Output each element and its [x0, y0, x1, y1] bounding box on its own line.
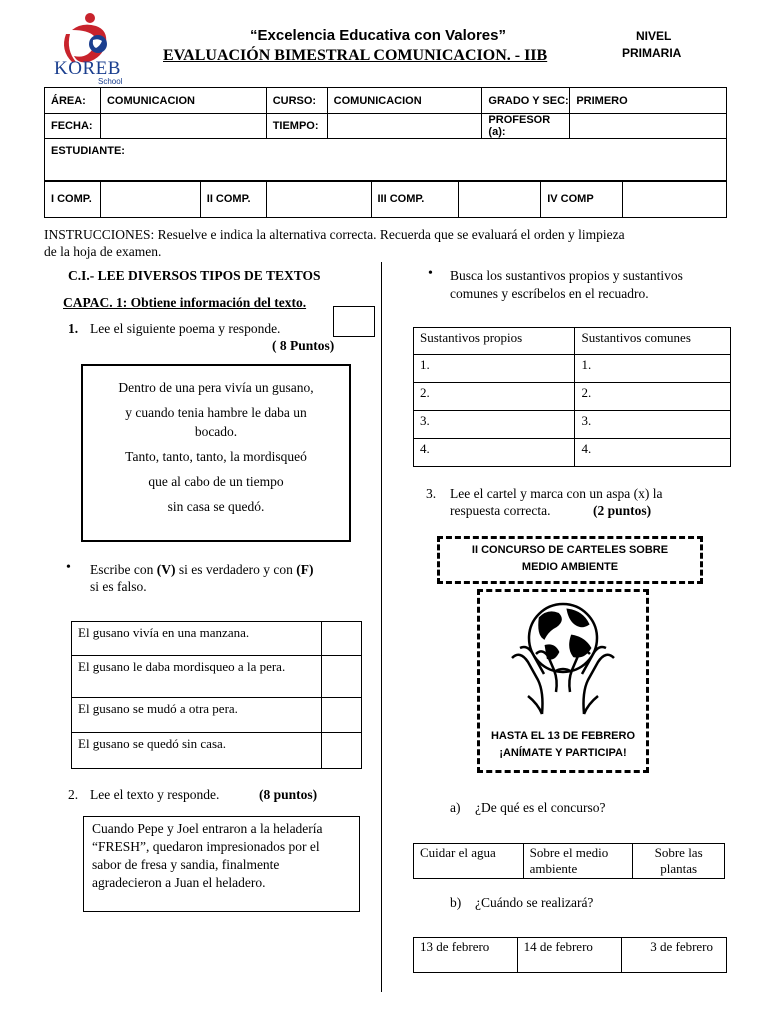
poster-title-line: MEDIO AMBIENTE: [521, 561, 619, 573]
poem-line: bocado.: [194, 424, 238, 439]
qa-options-table: [413, 843, 725, 879]
school-logo: [52, 10, 132, 86]
poster-title-line: II CONCURSO DE CARTELES SOBRE: [471, 544, 669, 556]
section-title: C.I.- LEE DIVERSOS TIPOS DE TEXTOS: [68, 268, 321, 283]
q2-text: Lee el texto y responde.: [90, 787, 220, 802]
q1-number: 1.: [68, 321, 79, 336]
poster-box: [477, 589, 649, 773]
q3-text-1: Lee el cartel y marca con un aspa (x) la: [450, 486, 663, 501]
page-title: EVALUACIÓN BIMESTRAL COMUNICACION. - IIB: [163, 47, 548, 64]
capacity-title: CAPAC. 1: Obtiene información del texto.: [63, 295, 307, 310]
nouns-instruction-1: Busca los sustantivos propios y sustantivos: [450, 268, 683, 283]
qb-text: ¿Cuándo se realizará?: [475, 895, 594, 910]
bullet-icon: •: [428, 266, 433, 281]
statement: El gusano vivía en una manzana.: [72, 622, 322, 656]
comp4-label: IV COMP: [541, 181, 623, 218]
grado-value: PRIMERO: [570, 88, 727, 114]
vf-false-mark: (F): [296, 562, 314, 577]
nouns-table: [413, 327, 731, 467]
fecha-field[interactable]: [100, 114, 266, 139]
instructions-line-1: INSTRUCCIONES: Resuelve e indica la alternativa correcta. Recuerda que se evaluará el orden y limpieza: [44, 227, 625, 242]
bullet-icon: •: [66, 560, 71, 575]
qb-label: b): [450, 895, 462, 910]
qb-option[interactable]: 3 de febrero: [622, 938, 727, 973]
profesor-field[interactable]: [570, 114, 727, 139]
q2-points: (8 puntos): [259, 787, 318, 802]
proper-noun-cell[interactable]: 3.: [414, 411, 575, 439]
q3-text-2: respuesta correcta.: [450, 503, 551, 518]
area-value: COMUNICACION: [100, 88, 266, 114]
fecha-label: FECHA:: [45, 114, 101, 139]
common-nouns-header: Sustantivos comunes: [575, 328, 731, 355]
answer-cell[interactable]: [322, 656, 362, 698]
vf-true-mark: (V): [156, 562, 176, 577]
statement: El gusano se mudó a otra pera.: [72, 698, 322, 733]
estudiante-field[interactable]: [45, 139, 727, 182]
q1-points: ( 8 Puntos): [272, 338, 335, 353]
poem-line: Dentro de una pera vivía un gusano,: [118, 380, 314, 395]
poem-line: sin casa se quedó.: [167, 499, 265, 514]
vf-instructions: [90, 562, 313, 578]
common-noun-cell[interactable]: 1.: [575, 355, 731, 383]
student-info-table: [44, 87, 727, 182]
globe-hands-icon: [498, 596, 628, 722]
comp4-field[interactable]: [623, 181, 727, 218]
grado-label: GRADO Y SEC:: [482, 88, 570, 114]
reading-text: Cuando Pepe y Joel entraron a la heladería “FRESH”, quedaron impresionados por el sabor de fresa y sandia, finalmente agradecieron a Juan el heladero.: [92, 821, 323, 890]
q1-score-box[interactable]: [333, 306, 375, 337]
comp1-label: I COMP.: [45, 181, 101, 218]
qa-label: a): [450, 800, 461, 815]
poem-line: y cuando tenia hambre le daba un: [125, 405, 307, 420]
poem-box: [81, 364, 351, 542]
tiempo-field[interactable]: [327, 114, 482, 139]
q2-number: 2.: [68, 787, 79, 802]
column-divider: [381, 262, 382, 992]
comp2-label: II COMP.: [200, 181, 266, 218]
school-slogan: “Excelencia Educativa con Valores”: [250, 27, 506, 44]
competency-table: [44, 180, 727, 218]
comp3-label: III COMP.: [371, 181, 459, 218]
poem-line: que al cabo de un tiempo: [148, 474, 284, 489]
vf-instructions-2: si es falso.: [90, 579, 147, 594]
statement: El gusano se quedó sin casa.: [72, 733, 322, 769]
poster-date: HASTA EL 13 DE FEBRERO: [490, 730, 636, 742]
qb-option[interactable]: 13 de febrero: [414, 938, 518, 973]
vf-instr-part: Escribe con: [90, 562, 157, 577]
q3-points: (2 puntos): [593, 503, 652, 518]
comp1-field[interactable]: [100, 181, 200, 218]
proper-noun-cell[interactable]: 1.: [414, 355, 575, 383]
true-false-table: [71, 621, 362, 769]
profesor-label: PROFESOR (a):: [482, 114, 570, 139]
comp2-field[interactable]: [266, 181, 371, 218]
qa-option[interactable]: Sobre las plantas: [633, 844, 725, 879]
common-noun-cell[interactable]: 4.: [575, 439, 731, 467]
proper-noun-cell[interactable]: 2.: [414, 383, 575, 411]
poster-cta: ¡ANÍMATE Y PARTICIPA!: [499, 747, 627, 759]
statement: El gusano le daba mordisqueo a la pera.: [72, 656, 322, 698]
instructions-line-2: de la hoja de examen.: [44, 244, 162, 259]
nouns-instruction-2: comunes y escríbelos en el recuadro.: [450, 286, 649, 301]
estudiante-label: ESTUDIANTE:: [51, 145, 125, 157]
answer-cell[interactable]: [322, 622, 362, 656]
qb-options-table: [413, 937, 727, 973]
common-noun-cell[interactable]: 2.: [575, 383, 731, 411]
logo-text: KOREB: [54, 58, 121, 79]
answer-cell[interactable]: [322, 698, 362, 733]
q3-number: 3.: [426, 486, 437, 501]
poem-line: Tanto, tanto, tanto, la mordisqueó: [125, 449, 307, 464]
qa-text: ¿De qué es el concurso?: [475, 800, 606, 815]
common-noun-cell[interactable]: 3.: [575, 411, 731, 439]
logo-subtext: School: [98, 77, 123, 86]
level-label: NIVEL: [636, 29, 672, 43]
qa-option[interactable]: Cuidar el agua: [414, 844, 524, 879]
proper-nouns-header: Sustantivos propios: [414, 328, 575, 355]
poster-title-box: [437, 536, 703, 584]
area-label: ÁREA:: [45, 88, 101, 114]
qb-option[interactable]: 14 de febrero: [517, 938, 622, 973]
q1-text: Lee el siguiente poema y responde.: [90, 321, 281, 336]
reading-text-box: [83, 816, 360, 912]
curso-value: COMUNICACION: [327, 88, 482, 114]
tiempo-label: TIEMPO:: [266, 114, 327, 139]
answer-cell[interactable]: [322, 733, 362, 769]
curso-label: CURSO:: [266, 88, 327, 114]
level-value: PRIMARIA: [622, 46, 682, 60]
qa-option[interactable]: Sobre el medio ambiente: [523, 844, 633, 879]
proper-noun-cell[interactable]: 4.: [414, 439, 575, 467]
comp3-field[interactable]: [459, 181, 541, 218]
vf-instr-part: si es verdadero y con: [175, 562, 297, 577]
